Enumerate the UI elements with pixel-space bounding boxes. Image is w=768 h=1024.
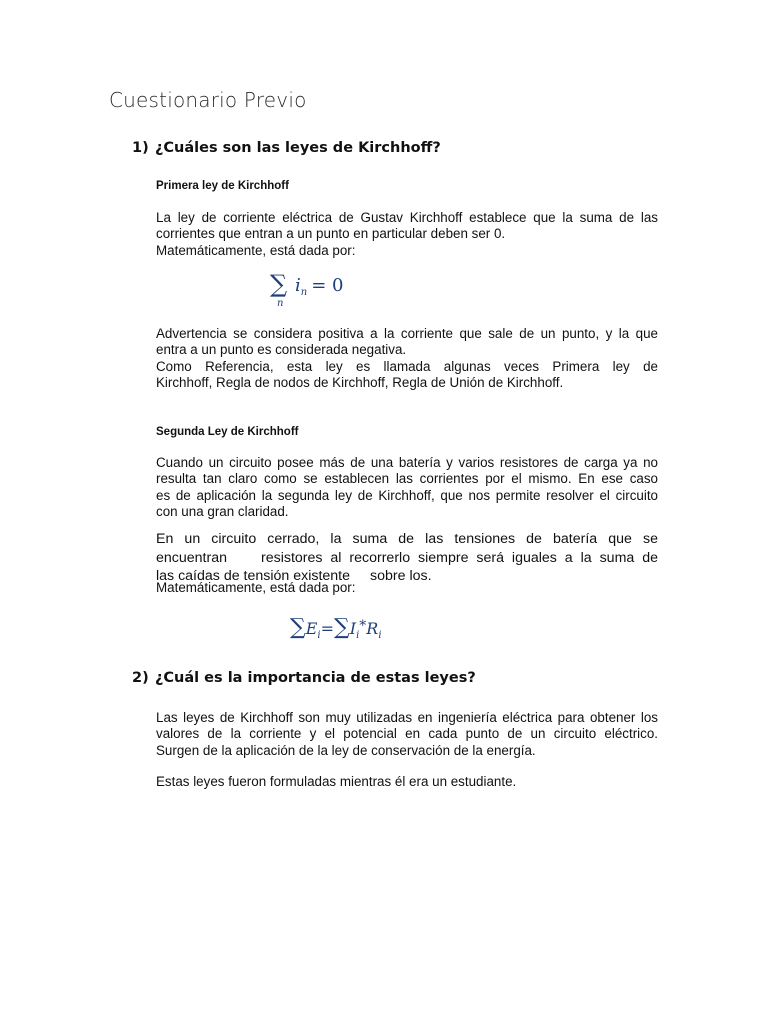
page-title: Cuestionario Previo — [109, 88, 307, 112]
text-line — [156, 549, 658, 568]
term: i — [295, 275, 301, 296]
second-law-heading: Segunda Ley de Kirchhoff — [156, 426, 299, 438]
question-2 — [132, 670, 476, 686]
sigma-symbol: ∑ — [290, 615, 306, 640]
first-law-paragraph-1 — [156, 210, 658, 259]
importance-paragraph-1 — [156, 710, 658, 759]
rhs-subscript-1: i — [356, 630, 360, 641]
text-line: con una gran claridad. — [156, 503, 289, 519]
text-fragment: las caídas de tensión existente — [156, 568, 351, 584]
text-line: Advertencia se considera positiva a la corriente que sale de un punto, y la que — [156, 326, 658, 341]
rhs-term-1: I — [349, 619, 357, 638]
question-2-text: ¿Cuál es la importancia de estas leyes? — [155, 670, 476, 686]
text-line: Surgen de la aplicación de la ley de conservación de la energía. — [156, 742, 536, 758]
question-1 — [132, 140, 441, 156]
equals-zero: = 0 — [311, 275, 344, 296]
text-line: Matemáticamente, está dada por: — [156, 242, 356, 258]
sigma-symbol: ∑ — [334, 615, 350, 640]
text-line: corrientes que entran a un punto en particular deben ser 0. — [156, 226, 506, 242]
text-line: Las leyes de Kirchhoff son muy utilizadas en ingeniería eléctrica para obtener los — [156, 710, 658, 725]
sigma-symbol: ∑ — [270, 270, 288, 298]
text-fragment: resistores al recorrerlo siempre será iguales a la suma de — [261, 549, 658, 566]
text-line: entra a un punto es considerada negativa. — [156, 342, 407, 358]
text-line: resulta tan claro como se establecen las corrientes por el mismo. En ese caso — [156, 471, 658, 487]
second-law-formula-intro: Matemáticamente, está dada por: — [156, 580, 356, 595]
first-law-heading: Primera ley de Kirchhoff — [156, 180, 289, 192]
text-fragment: sobre los. — [370, 568, 432, 584]
text-line: valores de la corriente y el potencial en cada punto de un circuito eléctrico. — [156, 726, 658, 742]
lhs-subscript: i — [317, 630, 321, 641]
second-law-formula — [290, 615, 440, 650]
question-2-number: 2) — [132, 670, 149, 686]
text-line: En un circuito cerrado, la suma de las tensiones de batería que se — [156, 531, 658, 547]
text-line: Como Referencia, esta ley es llamada algunas veces Primera ley de — [156, 358, 658, 374]
question-1-number: 1) — [132, 140, 149, 156]
second-law-paragraph-2 — [156, 530, 658, 586]
text-fragment: encuentran — [156, 549, 227, 566]
text-line: La ley de corriente eléctrica de Gustav Kirchhoff establece que la suma de las — [156, 210, 658, 225]
term-subscript: n — [300, 287, 308, 298]
multiply-sign: * — [359, 618, 367, 634]
first-law-paragraph-2 — [156, 326, 658, 391]
text-line: es de aplicación la segunda ley de Kirchhoff, que nos permite resolver el circuito — [156, 487, 658, 503]
question-1-text: ¿Cuáles son las leyes de Kirchhoff? — [155, 140, 441, 156]
rhs-term-2: R — [366, 619, 379, 638]
rhs-subscript-2: i — [378, 630, 382, 641]
sum-index: n — [277, 298, 284, 309]
second-law-paragraph-1 — [156, 455, 658, 520]
first-law-formula — [270, 270, 360, 315]
text-line: Kirchhoff, Regla de nodos de Kirchhoff, Regla de Unión de Kirchhoff. — [156, 374, 564, 390]
formula-body — [295, 275, 343, 296]
equals-sign: = — [320, 619, 335, 638]
lhs-term: E — [305, 619, 318, 638]
importance-paragraph-2: Estas leyes fueron formuladas mientras él era un estudiante. — [156, 774, 517, 789]
text-line: Cuando un circuito posee más de una batería y varios resistores de carga ya no — [156, 455, 658, 470]
